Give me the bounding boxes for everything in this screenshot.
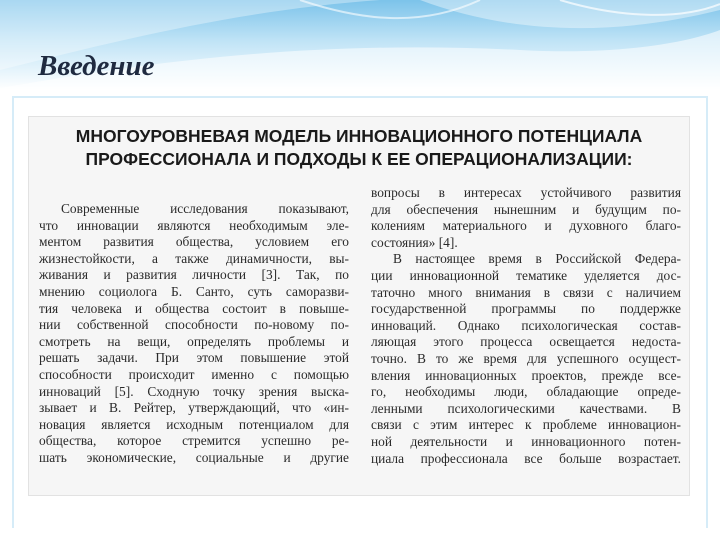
text-line: Современные исследования показывают, [61, 201, 349, 216]
text-line: ментом развития общества, условием его [39, 234, 349, 250]
text-line: точно. В то же время для успешного осущест- [371, 350, 681, 366]
text-line: что инновации являются необходимым эле- [39, 217, 349, 233]
text-line: решать задачи. При этом повышение этой [39, 350, 349, 366]
text-line: В настоящее время в Российской Федера- [393, 251, 681, 267]
text-line: колениям материального и духовного благо- [371, 218, 681, 234]
text-line: государственной программы по поддержке [371, 301, 681, 317]
text-line: ции инновационной тематике уделяется дос- [371, 267, 681, 283]
text-line: тия человека и общества состоит в повыше- [39, 300, 349, 316]
text-line: смотреть на вещи, определять проблемы и [39, 333, 349, 349]
article-column-right [371, 185, 681, 467]
article-heading-line: ПРОФЕССИОНАЛА И ПОДХОДЫ К ЕЕ ОПЕРАЦИОНАЛИЗАЦИИ: [85, 149, 633, 169]
text-line: шать экономические, социальные и другие [39, 449, 349, 465]
article-column-left [39, 201, 349, 467]
text-line: вления инновационных проектов, прежде все- [371, 367, 681, 383]
frame-border-right [706, 96, 708, 528]
text-line: связи с этим интерес к проблеме инновацион- [371, 417, 681, 433]
text-line: жизнестойкости, а также динамичности, вы- [39, 250, 349, 266]
text-line: вопросы в интересах устойчивого развития [371, 185, 681, 200]
article-heading-line: МНОГОУРОВНЕВАЯ МОДЕЛЬ ИННОВАЦИОННОГО ПОТЕНЦИАЛА [75, 126, 643, 146]
text-line: нии собственной способности по-новому по- [39, 317, 349, 333]
text-line: инноваций. Однако психологическая состав- [371, 317, 681, 333]
text-line: новация является исходным потенциалом для [39, 416, 349, 432]
slide-title: Введение [38, 50, 155, 82]
text-line: мнению социолога Б. Санто, суть саморазви- [39, 283, 349, 299]
text-line: инноваций [5]. Сходную точку зрения выска- [39, 383, 349, 399]
text-line: живания и развития личности [3]. Так, по [39, 267, 349, 283]
text-line: общества, которое стремится успешно ре- [39, 433, 349, 449]
text-line: го, необходимы люди, обладающие опреде- [371, 384, 681, 400]
scanned-article-image [28, 116, 690, 496]
text-line: для обеспечения нынешним и будущим по- [371, 201, 681, 217]
text-line: таточно много внимания в связи с наличием [371, 284, 681, 300]
text-line: ной деятельности и инновационного потен- [371, 433, 681, 449]
frame-border-left [12, 96, 14, 528]
text-line: зывает и В. Рейтер, утверждающий, что «ин- [39, 400, 349, 416]
text-line: циала профессионала все больше возрастает. [371, 450, 681, 466]
frame-border-top [12, 96, 708, 98]
text-line: способности происходит именно с помощью [39, 366, 349, 382]
article-heading [29, 125, 689, 171]
text-line: состояния» [4]. [371, 234, 458, 250]
text-line: ляющая этого процесса освещается недоста- [371, 334, 681, 350]
text-line: ленными психологическими качествами. В [371, 400, 681, 416]
